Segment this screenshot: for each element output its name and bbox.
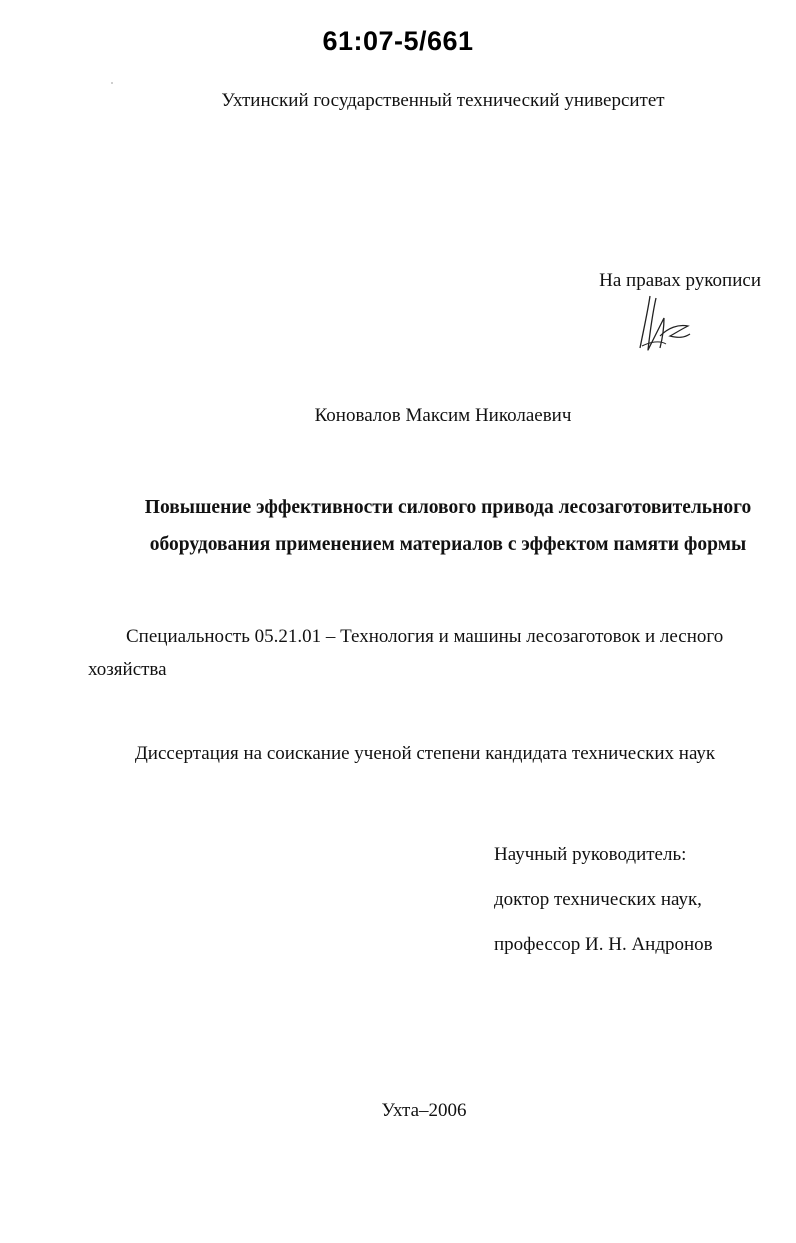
title-line: Повышение эффективности силового привода лесозаготовительного: [144, 497, 752, 518]
catalog-number: 61:07-5/661: [322, 26, 474, 56]
supervisor-block: [494, 832, 713, 967]
supervisor-name: профессор И. Н. Андронов: [494, 934, 713, 955]
supervisor-degree: доктор технических наук,: [494, 889, 702, 910]
handwritten-signature: [630, 288, 700, 358]
specialty: Специальность 05.21.01 – Технология и машины лесозаготовок и лесного хозяйства: [88, 626, 724, 680]
university-name: Ухтинский государственный технический университет: [221, 90, 665, 111]
scan-speck: [111, 82, 113, 84]
dissertation-title: [100, 489, 796, 563]
author-name: Коновалов Максим Николаевич: [314, 405, 572, 426]
supervisor-label: Научный руководитель:: [494, 844, 687, 865]
dissertation-degree: Диссертация на соискание ученой степени кандидата технических наук: [134, 743, 716, 764]
title-line: оборудования применением материалов с эффектом памяти формы: [149, 534, 747, 555]
rights-note: На правах рукописи: [599, 270, 761, 291]
city-year: Ухта–2006: [381, 1100, 467, 1121]
